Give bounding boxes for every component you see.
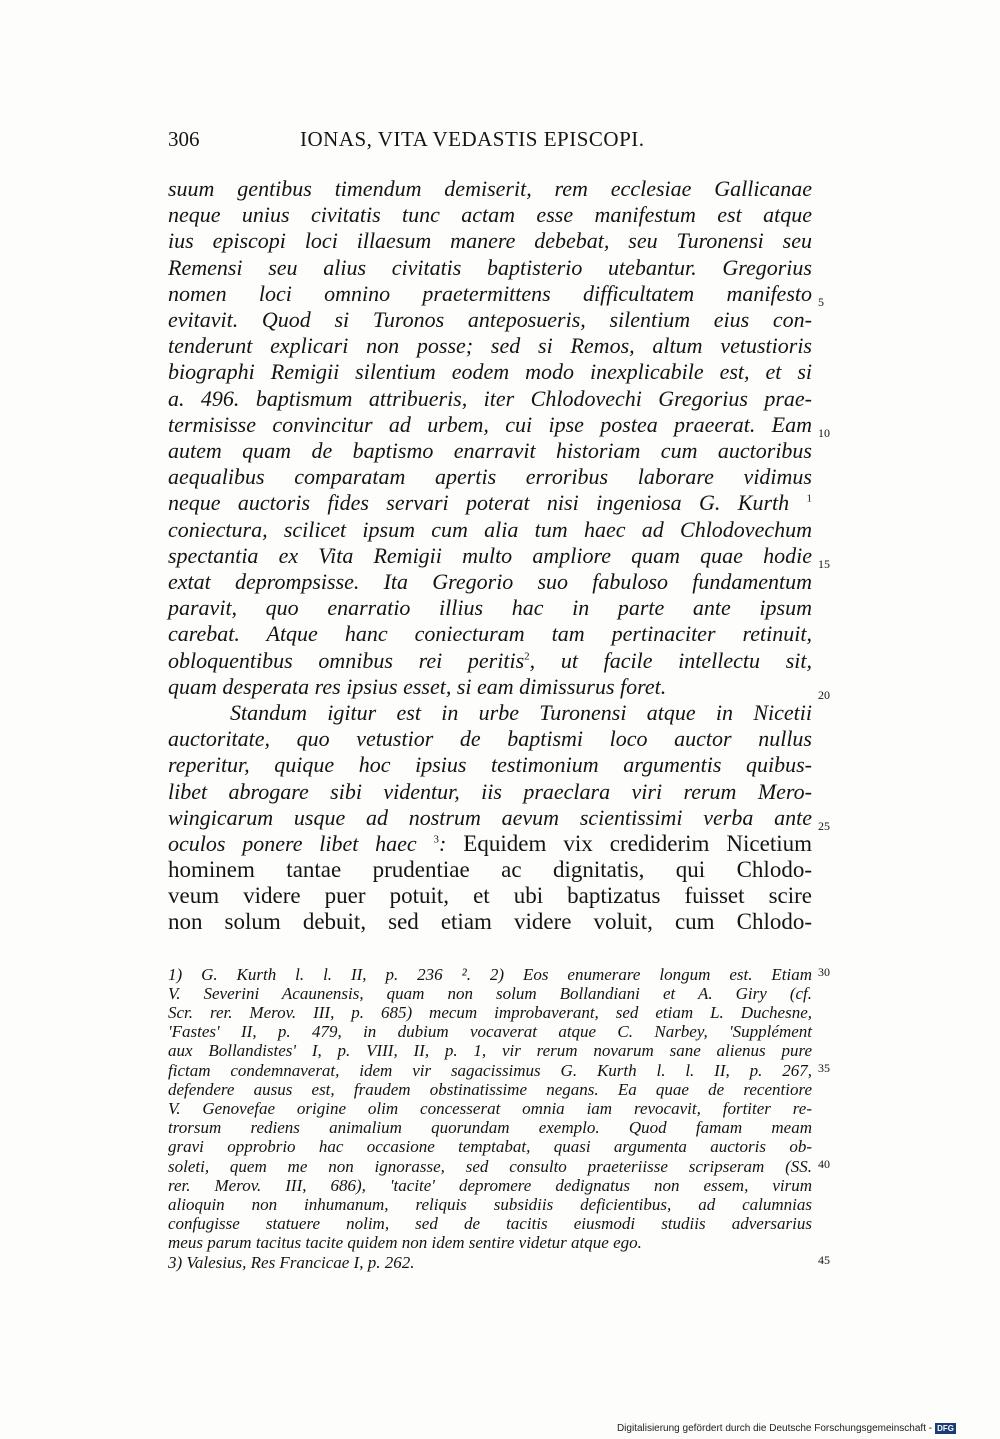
line-number: 25 [818, 819, 830, 833]
text-line: nomen loci omnino praetermittens difficultatem manifesto [168, 281, 812, 306]
footnote-ref-2: 2 [524, 650, 530, 663]
text-segment: : [438, 831, 447, 856]
page-number: 306 [168, 127, 200, 151]
footnote-line: alioquin non inhumanum, reliquis subsidiis deficientibus, ad calumnias [168, 1195, 812, 1214]
footnote-line: confugisse statuere nolim, sed de tacitis eiusmodi studiis adversarius [168, 1214, 812, 1233]
text-line: extat deprompsisse. Ita Gregorio suo fabuloso fundamentum [168, 569, 812, 594]
text-line: quam desperata res ipsius esset, si eam dimissurus foret. [168, 674, 667, 699]
text-line: a. 496. baptismum attribueris, iter Chlodovechi Gregorius prae- [168, 386, 812, 411]
text-line: paravit, quo enarratio illius hac in parte ante ipsum [168, 595, 812, 620]
text-line: suum gentibus timendum demiserit, rem ecclesiae Gallicanae [168, 176, 812, 201]
footnote-line: fictam condemnaverat, idem vir sagacissimus G. Kurth l. l. II, p. 267, [168, 1061, 812, 1080]
line-number: 10 [818, 426, 830, 440]
line-number: 5 [818, 295, 824, 309]
footnote-line: Scr. rer. Merov. III, p. 685) mecum improbaverant, sed etiam L. Duchesne, [168, 1003, 812, 1022]
line-number: 30 [818, 965, 830, 979]
text-line: hominem tantae prudentiae ac dignitatis, qui Chlodo- [168, 857, 812, 882]
text-segment: neque auctoris fides servari poterat nisi ingeniosa G. Kurth [168, 490, 790, 515]
text-line: ius episcopi loci illaesum manere debebat, seu Turonensi seu [168, 228, 812, 253]
text-segment: Equidem vix crediderim Nicetium [446, 831, 813, 856]
text-line: Remensi seu alius civitatis baptisterio utebantur. Gregorius [168, 255, 812, 280]
text-line: evitavit. Quod si Turonos anteposueris, silentium eius con- [168, 307, 812, 332]
line-number: 15 [818, 557, 830, 571]
running-title: IONAS, VITA VEDASTIS EPISCOPI. [300, 127, 645, 151]
text-line [168, 648, 812, 674]
footnote-line: 'Fastes' II, p. 479, in dubium vocaverat atque C. Narbey, 'Supplément [168, 1022, 812, 1041]
footnote-line: rer. Merov. III, 686), 'tacite' depromere dedignatus non essem, virum [168, 1176, 812, 1195]
line-number: 40 [818, 1157, 830, 1171]
text-line: aequalibus comparatam apertis erroribus laborare vidimus [168, 464, 812, 489]
footnote-line: gravi opprobrio hac occasione temptabat, quasi argumenta auctoris ob- [168, 1137, 812, 1156]
footnote-line: 3) Valesius, Res Francicae I, p. 262. [168, 1253, 415, 1272]
text-line: reperitur, quique hoc ipsius testimonium argumentis quibus- [168, 752, 812, 777]
text-segment: oculos ponere libet haec [168, 831, 417, 856]
text-segment: obloquentibus omnibus rei peritis [168, 648, 525, 673]
footnote-line: V. Genovefae origine olim concesserat omnia iam revocavit, fortiter re- [168, 1099, 812, 1118]
text-line: wingicarum usque ad nostrum aevum scientissimi verba ante [168, 805, 812, 830]
text-line: Standum igitur est in urbe Turonensi atque in Nicetii [230, 700, 812, 725]
footnote-ref-3: 3 [433, 833, 439, 846]
text-line: carebat. Atque hanc coniecturam tam pertinaciter retinuit, [168, 621, 812, 646]
text-segment: , ut facile intellectu sit, [529, 648, 813, 673]
credit-text: Digitalisierung gefördert durch die Deutsche Forschungsgemeinschaft - [616, 1423, 933, 1434]
text-line: termisisse convincitur ad urbem, cui ipse postea praeerat. Eam [168, 412, 812, 437]
text-line: non solum debuit, sed etiam videre voluit, cum Chlodo- [168, 909, 812, 934]
footnote-ref-1: 1 [806, 492, 812, 505]
line-number: 20 [818, 688, 830, 702]
digitization-credit [617, 1423, 956, 1434]
text-line: spectantia ex Vita Remigii multo ampliore quam quae hodie [168, 543, 812, 568]
footnote-line: defendere ausus est, fraudem obstinatissime negans. Ea quae de recentiore [168, 1080, 812, 1099]
line-number: 35 [818, 1061, 830, 1075]
footnote-line: 1) G. Kurth l. l. II, p. 236 ². 2) Eos enumerare longum est. Etiam [168, 965, 812, 984]
line-number: 45 [818, 1253, 830, 1267]
text-line [168, 490, 812, 516]
footnote-line: trorsum rediens animalium quorundam exemplo. Quod famam meam [168, 1118, 812, 1137]
text-line: veum videre puer potuit, et ubi baptizatus fuisset scire [168, 883, 812, 908]
text-line: tenderunt explicari non posse; sed si Remos, altum vetustioris [168, 333, 812, 358]
dfg-logo-icon: DFG [937, 1424, 954, 1433]
text-line: libet abrogare sibi videntur, iis praeclara viri rerum Mero- [168, 779, 812, 804]
footnote-line: V. Severini Acaunensis, quam non solum Bollandiani et A. Giry (cf. [168, 984, 812, 1003]
footnote-line: meus parum tacitus tacite quidem non idem sentire videtur atque ego. [168, 1233, 642, 1252]
text-line: autem quam de baptismo enarravit historiam cum auctoribus [168, 438, 812, 463]
text-line [168, 831, 812, 857]
text-line: biographi Remigii silentium eodem modo inexplicabile est, et si [168, 359, 812, 384]
text-line: coniectura, scilicet ipsum cum alia tum haec ad Chlodovechum [168, 517, 812, 542]
footnote-line: aux Bollandistes' I, p. VIII, II, p. 1, vir rerum novarum sane alienus pure [168, 1041, 812, 1060]
text-line: neque unius civitatis tunc actam esse manifestum est atque [168, 202, 812, 227]
footnote-line: soleti, quem me non ignorasse, sed consulto praeteriisse scripseram (SS. [168, 1157, 812, 1176]
text-line: auctoritate, quo vetustior de baptismi loco auctor nullus [168, 726, 812, 751]
